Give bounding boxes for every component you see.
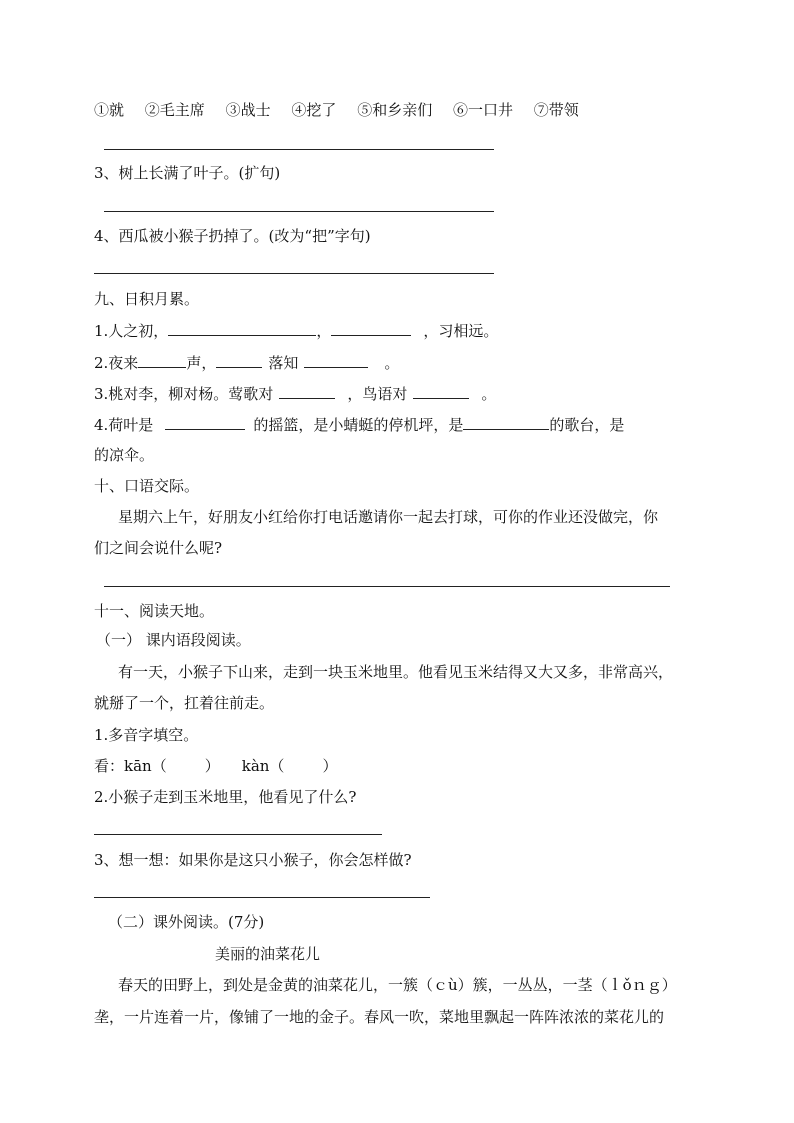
- question-1: 1.多音字填空。: [94, 726, 199, 744]
- word-list: [94, 100, 579, 120]
- question-ba: 4、西瓜被小猴子扔掉了。(改为“把”字句): [94, 227, 371, 245]
- word-item: ⑤和乡亲们: [357, 101, 433, 119]
- question-2: 2.小猴子走到玉米地里，他看见了什么?: [94, 788, 357, 806]
- answer-line[interactable]: [104, 586, 670, 587]
- section-title-9: 九、日积月累。: [94, 290, 200, 308]
- pinyin-line: 看：kān（ ） kàn（ ）: [94, 757, 338, 775]
- poem-line-4: 4.荷叶是 的摇篮，是小蜻蜓的停机坪，是 的歌台，是: [94, 416, 625, 434]
- part-title-1: （一） 课内语段阅读。: [96, 631, 251, 649]
- word-item: ⑥一口井: [452, 101, 513, 119]
- word-item: ③战士: [225, 101, 271, 119]
- fill-blank[interactable]: [165, 414, 245, 430]
- prompt-paragraph: 星期六上午，好朋友小红给你打电话邀请你一起去打球，可你的作业还没做完，你: [118, 508, 659, 526]
- question-3: 3、想一想：如果你是这只小猴子，你会怎样做?: [94, 851, 412, 869]
- word-item: ⑦带领: [533, 101, 579, 119]
- prompt-paragraph-cont: 们之间会说什么呢?: [94, 539, 223, 557]
- section-title-10: 十、口语交际。: [94, 477, 200, 495]
- answer-line[interactable]: [94, 897, 430, 898]
- poem-line-3: 3.桃对李，柳对杨。莺歌对 ，鸟语对 。: [94, 385, 497, 403]
- story-paragraph-cont: 垄，一片连着一片，像铺了一地的金子。春风一吹，菜地里飘起一阵阵浓浓的菜花儿的: [94, 1008, 665, 1026]
- story-title: 美丽的油菜花儿: [215, 945, 321, 963]
- word-item: ②毛主席: [144, 101, 205, 119]
- story-paragraph: 春天的田野上，到处是金黄的油菜花儿，一簇（ｃù）簇，一丛丛，一茎（ｌǒｎｇ）: [118, 976, 677, 994]
- fill-blank[interactable]: [463, 414, 549, 430]
- word-item: ①就: [94, 101, 125, 119]
- word-item: ④挖了: [291, 101, 337, 119]
- poem-line-2: 2.夜来 声， 落知 。: [94, 354, 400, 372]
- fill-blank[interactable]: [168, 320, 316, 336]
- poem-line-1: 1.人之初， ， ，习相远。: [94, 322, 499, 340]
- poem-line-4-cont: 的凉伞。: [94, 446, 155, 464]
- answer-line[interactable]: [104, 211, 494, 212]
- fill-blank[interactable]: [304, 352, 368, 368]
- answer-line[interactable]: [94, 834, 382, 835]
- fill-blank[interactable]: [216, 352, 262, 368]
- passage-1-cont: 就掰了一个，扛着往前走。: [94, 694, 275, 712]
- part-title-2: （二）课外阅读。(7分): [108, 913, 265, 931]
- question-expand: 3、树上长满了叶子。(扩句): [94, 164, 281, 182]
- answer-line[interactable]: [104, 149, 494, 150]
- answer-line[interactable]: [94, 273, 494, 274]
- fill-blank[interactable]: [331, 320, 411, 336]
- fill-blank[interactable]: [279, 383, 335, 399]
- fill-blank[interactable]: [138, 352, 186, 368]
- passage-1: 有一天，小猴子下山来，走到一块玉米地里。他看见玉米结得又大又多，非常高兴，: [118, 663, 674, 681]
- section-title-11: 十一、阅读天地。: [94, 602, 215, 620]
- fill-blank[interactable]: [413, 383, 469, 399]
